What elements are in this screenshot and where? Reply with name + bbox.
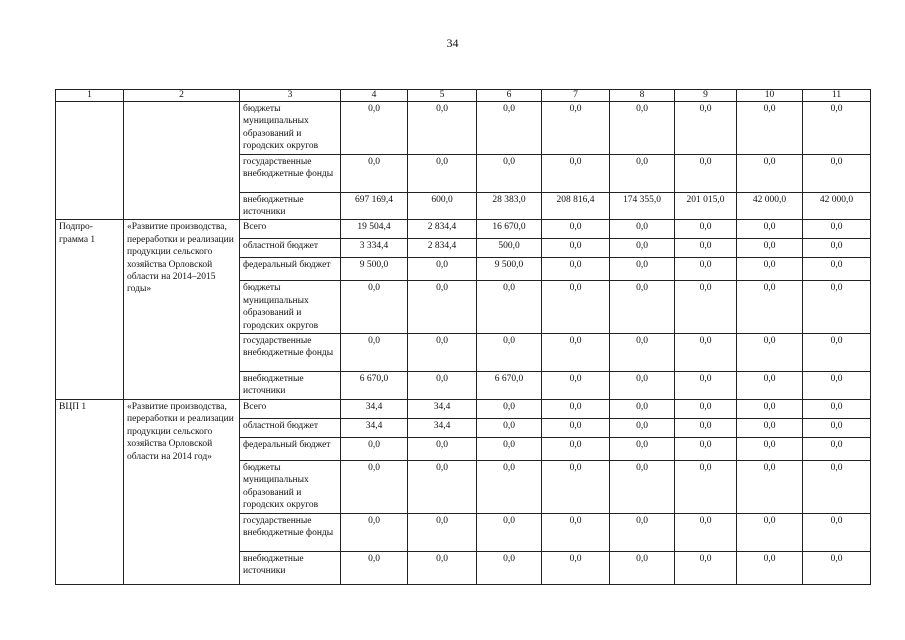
value-cell: 0,0	[610, 551, 675, 584]
value-cell: 0,0	[341, 551, 408, 584]
value-cell: 0,0	[341, 460, 408, 513]
funding-source-cell: внебюджетные источники	[240, 551, 341, 584]
value-cell: 0,0	[477, 334, 542, 372]
program-code-cell	[56, 102, 124, 220]
value-cell: 0,0	[477, 102, 542, 155]
value-cell: 0,0	[675, 334, 737, 372]
value-cell: 16 670,0	[477, 220, 542, 239]
value-cell: 201 015,0	[675, 192, 737, 220]
value-cell: 0,0	[341, 513, 408, 551]
value-cell: 0,0	[737, 513, 803, 551]
value-cell: 0,0	[610, 154, 675, 192]
value-cell: 0,0	[610, 220, 675, 239]
value-cell: 0,0	[477, 399, 542, 418]
funding-source-cell: бюджеты муниципальных образований и городских округов	[240, 281, 341, 334]
funding-source-cell: Всего	[240, 399, 341, 418]
value-cell: 0,0	[542, 460, 610, 513]
value-cell: 0,0	[675, 258, 737, 281]
value-cell: 0,0	[610, 372, 675, 400]
value-cell: 0,0	[477, 281, 542, 334]
program-name-cell: «Развитие производства, переработки и реализации продукции сельского хозяйства Орловской области на 2014–2015 годы»	[124, 220, 240, 399]
value-cell: 0,0	[542, 513, 610, 551]
value-cell: 9 500,0	[477, 258, 542, 281]
value-cell: 0,0	[542, 372, 610, 400]
value-cell: 0,0	[341, 154, 408, 192]
value-cell: 0,0	[737, 437, 803, 460]
program-name-cell: «Развитие производства, переработки и реализации продукции сельского хозяйства Орловской области на 2014 год»	[124, 399, 240, 584]
value-cell: 0,0	[737, 372, 803, 400]
value-cell: 0,0	[408, 437, 477, 460]
value-cell: 0,0	[803, 460, 871, 513]
value-cell: 0,0	[675, 239, 737, 258]
value-cell: 0,0	[803, 399, 871, 418]
value-cell: 600,0	[408, 192, 477, 220]
value-cell: 0,0	[737, 334, 803, 372]
value-cell: 0,0	[542, 239, 610, 258]
funding-source-cell: государственные внебюджетные фонды	[240, 334, 341, 372]
funding-source-cell: государственные внебюджетные фонды	[240, 154, 341, 192]
value-cell: 0,0	[737, 551, 803, 584]
funding-source-cell: федеральный бюджет	[240, 437, 341, 460]
value-cell: 0,0	[737, 460, 803, 513]
value-cell: 0,0	[803, 334, 871, 372]
value-cell: 0,0	[737, 220, 803, 239]
value-cell: 42 000,0	[803, 192, 871, 220]
value-cell: 0,0	[408, 460, 477, 513]
header-cell: 4	[341, 90, 408, 102]
value-cell: 0,0	[675, 551, 737, 584]
value-cell: 0,0	[610, 281, 675, 334]
value-cell: 0,0	[408, 154, 477, 192]
value-cell: 0,0	[542, 281, 610, 334]
funding-source-cell: внебюджетные источники	[240, 372, 341, 400]
value-cell: 0,0	[610, 460, 675, 513]
value-cell: 0,0	[477, 418, 542, 437]
value-cell: 0,0	[737, 281, 803, 334]
value-cell: 34,4	[408, 399, 477, 418]
value-cell: 0,0	[542, 399, 610, 418]
funding-source-cell: внебюджетные источники	[240, 192, 341, 220]
value-cell: 0,0	[803, 551, 871, 584]
value-cell: 0,0	[542, 437, 610, 460]
value-cell: 0,0	[803, 239, 871, 258]
value-cell: 0,0	[803, 437, 871, 460]
value-cell: 0,0	[408, 372, 477, 400]
value-cell: 0,0	[542, 551, 610, 584]
value-cell: 0,0	[675, 399, 737, 418]
value-cell: 42 000,0	[737, 192, 803, 220]
value-cell: 34,4	[341, 418, 408, 437]
value-cell: 0,0	[341, 437, 408, 460]
header-cell: 1	[56, 90, 124, 102]
value-cell: 697 169,4	[341, 192, 408, 220]
table-row	[56, 220, 871, 239]
value-cell: 0,0	[610, 418, 675, 437]
program-code-cell: ВЦП 1	[56, 399, 124, 584]
funding-source-cell: областной бюджет	[240, 239, 341, 258]
value-cell: 0,0	[675, 372, 737, 400]
value-cell: 0,0	[477, 460, 542, 513]
value-cell: 0,0	[542, 102, 610, 155]
header-cell: 10	[737, 90, 803, 102]
header-cell: 7	[542, 90, 610, 102]
funding-table	[55, 89, 871, 585]
value-cell: 0,0	[341, 102, 408, 155]
header-cell: 6	[477, 90, 542, 102]
value-cell: 0,0	[803, 513, 871, 551]
value-cell: 0,0	[675, 437, 737, 460]
header-cell: 2	[124, 90, 240, 102]
value-cell: 0,0	[737, 102, 803, 155]
funding-source-cell: государственные внебюджетные фонды	[240, 513, 341, 551]
program-code-cell: Подпро-грамма 1	[56, 220, 124, 399]
value-cell: 0,0	[737, 418, 803, 437]
value-cell: 2 834,4	[408, 239, 477, 258]
value-cell: 0,0	[803, 102, 871, 155]
value-cell: 0,0	[610, 399, 675, 418]
funding-source-cell: Всего	[240, 220, 341, 239]
value-cell: 0,0	[408, 334, 477, 372]
header-cell: 3	[240, 90, 341, 102]
table-body	[56, 90, 871, 585]
value-cell: 0,0	[610, 513, 675, 551]
value-cell: 0,0	[542, 418, 610, 437]
value-cell: 174 355,0	[610, 192, 675, 220]
funding-source-cell: федеральный бюджет	[240, 258, 341, 281]
value-cell: 0,0	[408, 513, 477, 551]
value-cell: 0,0	[341, 281, 408, 334]
value-cell: 0,0	[408, 102, 477, 155]
header-cell: 9	[675, 90, 737, 102]
table-row	[56, 102, 871, 155]
value-cell: 0,0	[542, 334, 610, 372]
value-cell: 0,0	[542, 220, 610, 239]
value-cell: 0,0	[675, 460, 737, 513]
value-cell: 34,4	[408, 418, 477, 437]
value-cell: 0,0	[610, 239, 675, 258]
value-cell: 0,0	[542, 258, 610, 281]
value-cell: 3 334,4	[341, 239, 408, 258]
value-cell: 0,0	[675, 102, 737, 155]
value-cell: 0,0	[803, 281, 871, 334]
value-cell: 0,0	[477, 437, 542, 460]
value-cell: 0,0	[675, 154, 737, 192]
value-cell: 0,0	[803, 418, 871, 437]
header-row	[56, 90, 871, 102]
value-cell: 0,0	[477, 154, 542, 192]
table-row	[56, 399, 871, 418]
value-cell: 0,0	[737, 399, 803, 418]
value-cell: 19 504,4	[341, 220, 408, 239]
value-cell: 0,0	[803, 372, 871, 400]
value-cell: 0,0	[477, 513, 542, 551]
value-cell: 0,0	[737, 239, 803, 258]
value-cell: 0,0	[610, 258, 675, 281]
value-cell: 0,0	[408, 281, 477, 334]
value-cell: 0,0	[675, 220, 737, 239]
value-cell: 0,0	[610, 437, 675, 460]
value-cell: 6 670,0	[477, 372, 542, 400]
value-cell: 0,0	[542, 154, 610, 192]
value-cell: 0,0	[675, 281, 737, 334]
value-cell: 6 670,0	[341, 372, 408, 400]
value-cell: 2 834,4	[408, 220, 477, 239]
funding-source-cell: бюджеты муниципальных образований и городских округов	[240, 460, 341, 513]
value-cell: 0,0	[803, 220, 871, 239]
funding-source-cell: областной бюджет	[240, 418, 341, 437]
value-cell: 0,0	[737, 258, 803, 281]
value-cell: 0,0	[803, 154, 871, 192]
value-cell: 0,0	[803, 258, 871, 281]
header-cell: 5	[408, 90, 477, 102]
value-cell: 0,0	[737, 154, 803, 192]
value-cell: 0,0	[675, 513, 737, 551]
value-cell: 0,0	[408, 551, 477, 584]
value-cell: 0,0	[675, 418, 737, 437]
page-number: 34	[446, 36, 459, 50]
value-cell: 28 383,0	[477, 192, 542, 220]
value-cell: 34,4	[341, 399, 408, 418]
funding-source-cell: бюджеты муниципальных образований и городских округов	[240, 102, 341, 155]
program-name-cell	[124, 102, 240, 220]
value-cell: 0,0	[477, 551, 542, 584]
value-cell: 0,0	[408, 258, 477, 281]
value-cell: 500,0	[477, 239, 542, 258]
value-cell: 0,0	[341, 334, 408, 372]
value-cell: 0,0	[610, 334, 675, 372]
header-cell: 8	[610, 90, 675, 102]
value-cell: 208 816,4	[542, 192, 610, 220]
value-cell: 9 500,0	[341, 258, 408, 281]
value-cell: 0,0	[610, 102, 675, 155]
header-cell: 11	[803, 90, 871, 102]
